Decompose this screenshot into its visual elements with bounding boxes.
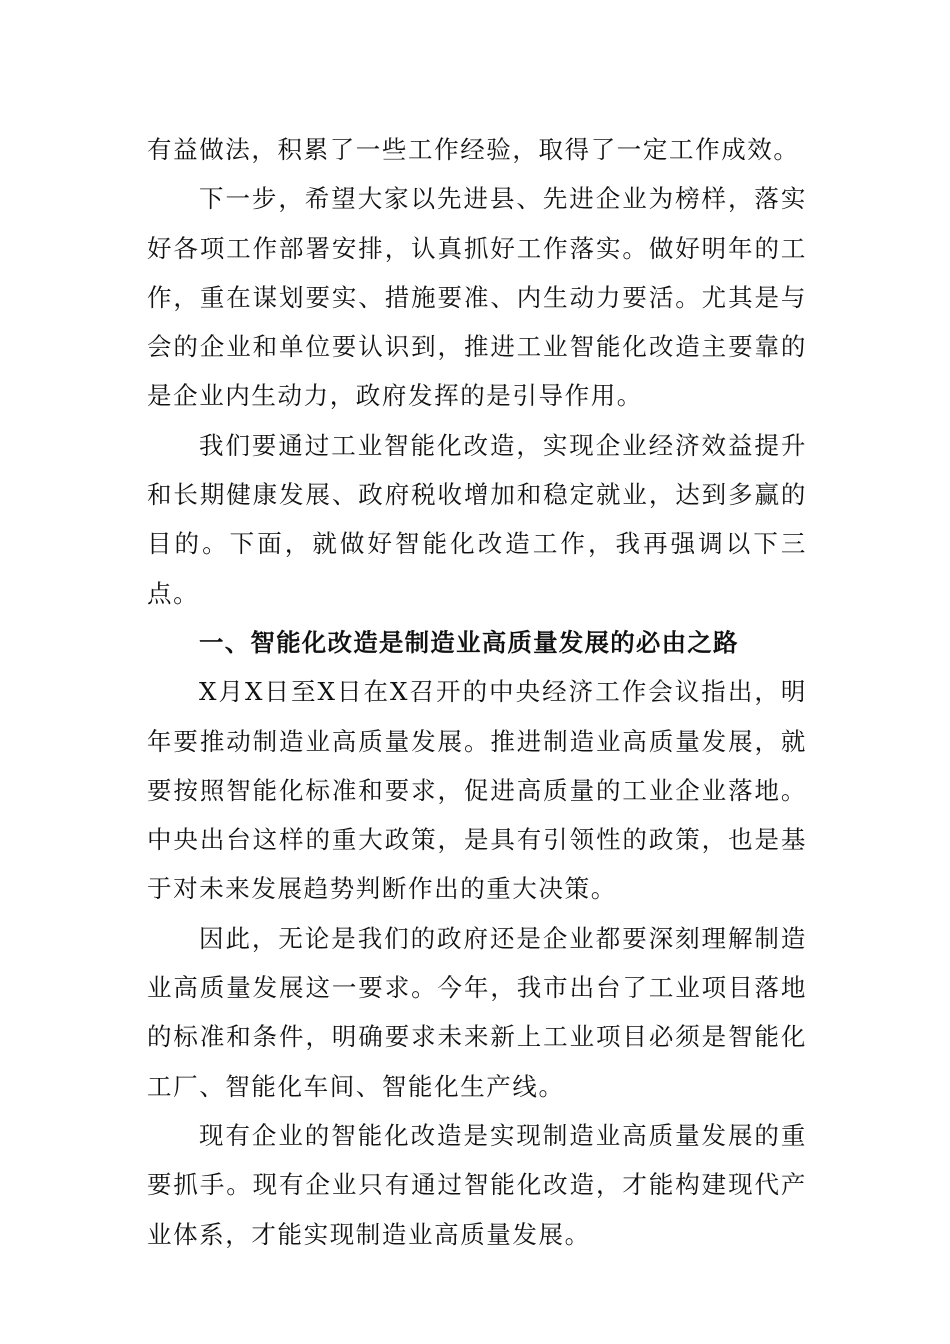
paragraph-2: 下一步，希望大家以先进县、先进企业为榜样，落实好各项工作部署安排，认真抓好工作落实。做好明年的工作，重在谋划要实、措施要准、内生动力要活。尤其是与会的企业和单位要认识到，推进工业智能化改造主要靠的是企业内生动力，政府发挥的是引导作用。 (147, 184, 807, 411)
paragraph-4: X月X日至X日在X召开的中央经济工作会议指出，明年要推动制造业高质量发展。推进制造业高质量发展，就要按照智能化标准和要求，促进高质量的工业企业落地。中央出台这样的重大政策，是具有引领性的政策，也是基于对未来发展趋势判断作出的重大决策。 (147, 677, 807, 904)
paragraph-1: 有益做法，积累了一些工作经验，取得了一定工作成效。 (147, 135, 800, 164)
paragraph-3: 我们要通过工业智能化改造，实现企业经济效益提升和长期健康发展、政府税收增加和稳定就业，达到多赢的目的。下面，就做好智能化改造工作，我再强调以下三点。 (147, 430, 807, 608)
section-heading-1: 一、智能化改造是制造业高质量发展的必由之路 (199, 627, 739, 657)
paragraph-5: 因此，无论是我们的政府还是企业都要深刻理解制造业高质量发展这一要求。今年，我市出台了工业项目落地的标准和条件，明确要求未来新上工业项目必须是智能化工厂、智能化车间、智能化生产线。 (147, 923, 807, 1101)
document-body (147, 125, 807, 1259)
paragraph-6: 现有企业的智能化改造是实现制造业高质量发展的重要抓手。现有企业只有通过智能化改造，才能构建现代产业体系，才能实现制造业高质量发展。 (147, 1120, 807, 1249)
